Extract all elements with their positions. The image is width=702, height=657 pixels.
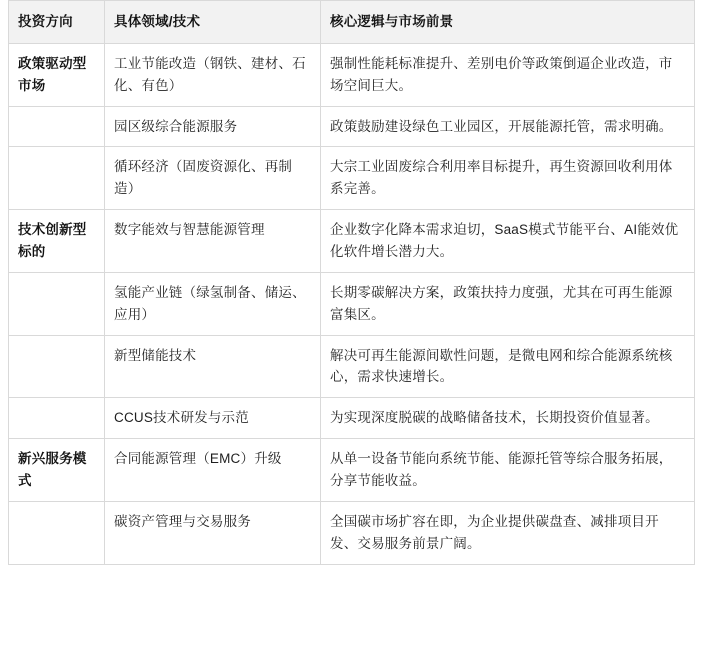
column-header-investment-direction: 投资方向 xyxy=(9,1,105,44)
cell-field: 工业节能改造（钢铁、建材、石化、有色） xyxy=(105,43,321,106)
cell-field: 新型储能技术 xyxy=(105,335,321,398)
cell-logic: 解决可再生能源间歇性问题，是微电网和综合能源系统核心，需求快速增长。 xyxy=(321,335,695,398)
table-row xyxy=(9,43,695,106)
cell-field: 园区级综合能源服务 xyxy=(105,106,321,147)
cell-category xyxy=(9,501,105,564)
cell-logic: 从单一设备节能向系统节能、能源托管等综合服务拓展，分享节能收益。 xyxy=(321,439,695,502)
cell-category: 技术创新型标的 xyxy=(9,210,105,273)
cell-logic: 大宗工业固废综合利用率目标提升，再生资源回收利用体系完善。 xyxy=(321,147,695,210)
table-row xyxy=(9,501,695,564)
table-row xyxy=(9,398,695,439)
cell-logic: 强制性能耗标准提升、差别电价等政策倒逼企业改造，市场空间巨大。 xyxy=(321,43,695,106)
cell-category: 政策驱动型市场 xyxy=(9,43,105,106)
table-body xyxy=(9,43,695,564)
cell-category xyxy=(9,147,105,210)
table-row xyxy=(9,147,695,210)
cell-logic: 全国碳市场扩容在即，为企业提供碳盘查、减排项目开发、交易服务前景广阔。 xyxy=(321,501,695,564)
cell-logic: 政策鼓励建设绿色工业园区，开展能源托管，需求明确。 xyxy=(321,106,695,147)
cell-category: 新兴服务模式 xyxy=(9,439,105,502)
cell-field: 碳资产管理与交易服务 xyxy=(105,501,321,564)
cell-category xyxy=(9,272,105,335)
cell-logic: 为实现深度脱碳的战略储备技术，长期投资价值显著。 xyxy=(321,398,695,439)
table-row xyxy=(9,210,695,273)
cell-field: 合同能源管理（EMC）升级 xyxy=(105,439,321,502)
table-row xyxy=(9,439,695,502)
column-header-logic-prospect: 核心逻辑与市场前景 xyxy=(321,1,695,44)
table-row xyxy=(9,106,695,147)
cell-logic: 长期零碳解决方案，政策扶持力度强，尤其在可再生能源富集区。 xyxy=(321,272,695,335)
table-header xyxy=(9,1,695,44)
cell-field: 氢能产业链（绿氢制备、储运、应用） xyxy=(105,272,321,335)
table-row xyxy=(9,272,695,335)
cell-logic: 企业数字化降本需求迫切，SaaS模式节能平台、AI能效优化软件增长潜力大。 xyxy=(321,210,695,273)
cell-field: 数字能效与智慧能源管理 xyxy=(105,210,321,273)
table-row xyxy=(9,335,695,398)
cell-category xyxy=(9,398,105,439)
cell-field: CCUS技术研发与示范 xyxy=(105,398,321,439)
cell-field: 循环经济（固废资源化、再制造） xyxy=(105,147,321,210)
cell-category xyxy=(9,106,105,147)
investment-directions-table xyxy=(8,0,695,565)
cell-category xyxy=(9,335,105,398)
column-header-field-technology: 具体领域/技术 xyxy=(105,1,321,44)
table-header-row xyxy=(9,1,695,44)
